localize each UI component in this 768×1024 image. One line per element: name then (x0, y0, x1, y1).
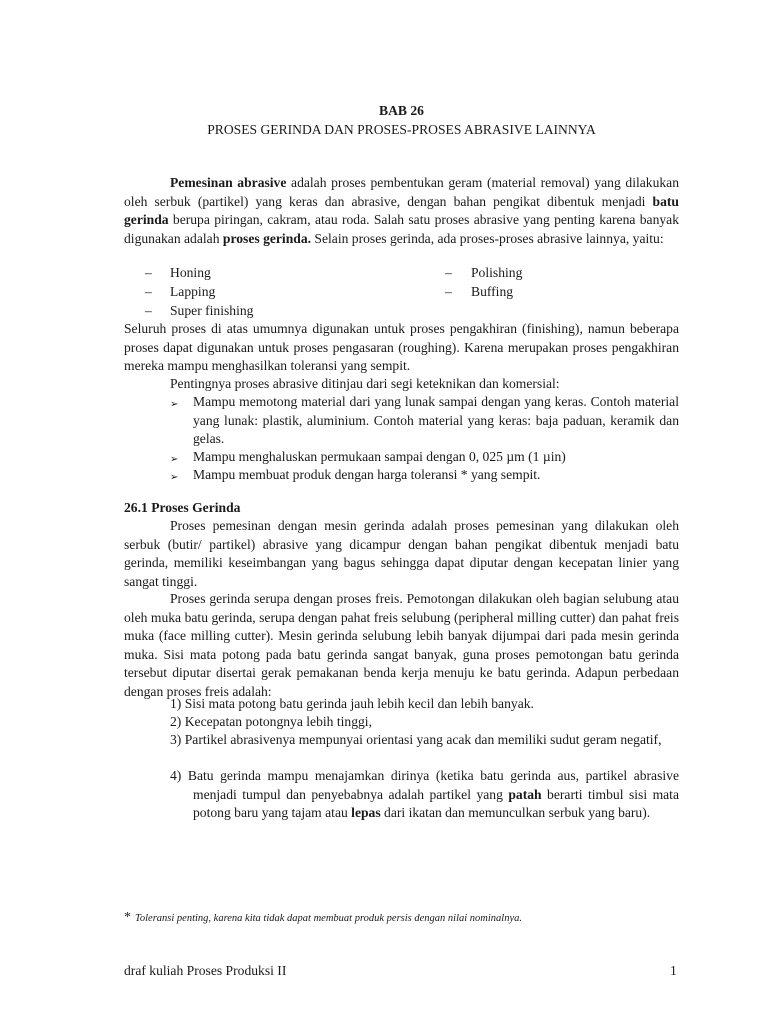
list-item: 4) Batu gerinda mampu menajamkan dirinya (ketika batu gerinda aus, partikel abrasive menjadi tumpul dan penyebabnya adalah partikel yang patah berarti timbul sisi mata potong baru yang tajam atau lepas dari ikatan dan memunculkan serbuk yang baru). (170, 768, 679, 820)
section-heading: 26.1 Proses Gerinda (124, 500, 241, 515)
arrow-bullet-icon: ➢ (170, 399, 179, 410)
list-item: 3) Partikel abrasivenya mempunyai orientasi yang acak dan memiliki sudut geram negatif, (170, 732, 662, 747)
section-paragraph-1: Proses pemesinan dengan mesin gerinda adalah proses pemesinan yang dilakukan oleh serbuk (butir/ partikel) abrasive yang dicampur dengan bahan pengikat dibentuk menjadi batu gerinda, memiliki keseimbangan yang bagus sehingga dapat diputar dengan kecepatan linier yang sangat tinggi. (124, 518, 679, 589)
footnote: * Toleransi penting, karena kita tidak dapat membuat produk persis dengan nilai nominalnya. (124, 910, 523, 925)
list-item: 1) Sisi mata potong batu gerinda jauh lebih kecil dan lebih banyak. (170, 696, 534, 711)
list-item: Mampu memotong material dari yang lunak sampai dengan yang keras. Contoh material yang lunak: plastik, aluminium. Contoh material yang keras: baja paduan, keramik dan gelas. (193, 394, 679, 446)
list-item: Mampu menghaluskan permukaan sampai dengan 0, 025 µm (1 µin) (193, 449, 566, 464)
list-item: Lapping (170, 284, 216, 299)
arrow-bullet-icon: ➢ (170, 454, 179, 465)
footer-label: draf kuliah Proses Produksi II (124, 963, 287, 978)
intro-paragraph: Pemesinan abrasive adalah proses pembentukan geram (material removal) yang dilakukan oleh serbuk (partikel) yang keras dan abrasive, dengan bahan pengikat dibentuk menjadi batu gerinda berupa piringan, cakram, atau roda. Salah satu proses abrasive yang penting karena banyak digunakan adalah proses gerinda. Selain proses gerinda, ada proses-proses abrasive lainnya, yaitu: (124, 175, 679, 246)
differences-list (0, 695, 768, 845)
process-list: – Honing – Polishing – Lapping – Buffing – Super finishing (0, 264, 768, 320)
list-item: Super finishing (170, 303, 254, 318)
section-paragraph-2: Proses gerinda serupa dengan proses freis. Pemotongan dilakukan oleh bagian selubung atau oleh muka batu gerinda, serupa dengan pahat freis selubung (peripheral milling cutter) dan pahat freis muka (face milling cutter). Mesin gerinda selubung lebih banyak dijumpai dari pada mesin gerinda muka. Sisi mata potong pada batu gerinda sangat banyak, guna proses pemotongan batu gerinda tersebut diputar disertai gerak pemakanan benda kerja menuju ke batu gerinda. Adapun perbedaan dengan proses freis adalah: (124, 591, 679, 699)
arrow-bullet-icon: ➢ (170, 472, 179, 483)
footnote-marker: * (124, 910, 131, 925)
finishing-paragraph: Seluruh proses di atas umumnya digunakan untuk proses pengakhiran (finishing), namun beberapa proses dapat digunakan untuk proses pengasaran (roughing). Karena merupakan proses pengakhiran mereka mampu menghasilkan toleransi yang sempit. (124, 321, 679, 373)
importance-lead: Pentingnya proses abrasive ditinjau dari segi keteknikan dan komersial: (170, 376, 560, 391)
list-item: Polishing (471, 265, 523, 280)
list-item: 2) Kecepatan potongnya lebih tinggi, (170, 714, 372, 729)
chapter-title: PROSES GERINDA DAN PROSES-PROSES ABRASIVE LAINNYA (207, 122, 596, 137)
list-item: Honing (170, 265, 211, 280)
list-item: Mampu membuat produk dengan harga toleransi * yang sempit. (193, 467, 541, 482)
page-number: 1 (670, 963, 677, 978)
list-item: Buffing (471, 284, 514, 299)
chapter-label: BAB 26 (379, 103, 424, 118)
advantages-list (0, 393, 768, 483)
